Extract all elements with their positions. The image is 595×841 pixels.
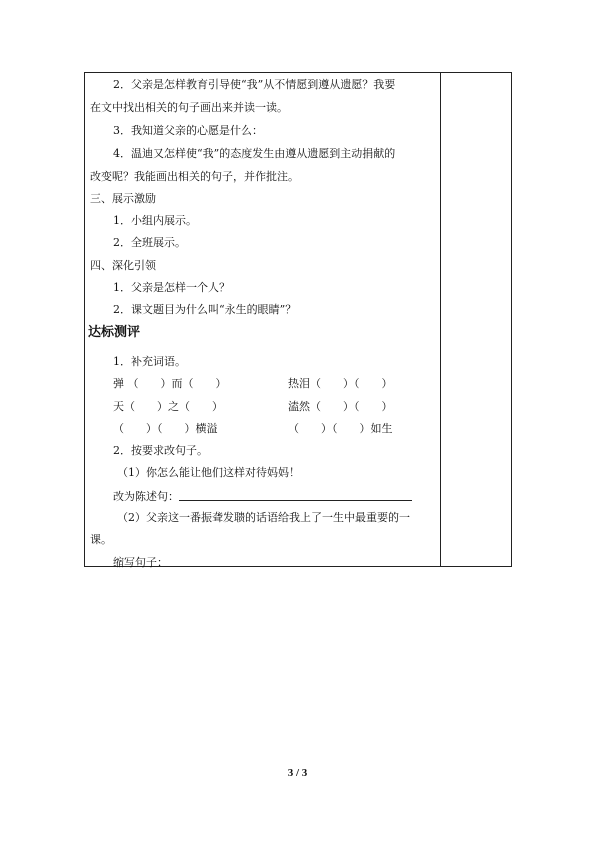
page-number: 3 / 3 (287, 767, 308, 779)
word-blank-1: 弹 （ ）而（ ） (113, 377, 227, 390)
word-blank-6: （ ）（ ）如生 (288, 422, 393, 435)
word-blank-3: 天（ ）之（ ） (113, 400, 223, 413)
word-blank-2: 热泪（ ）（ ） (288, 377, 393, 390)
answer-line-1[interactable] (179, 489, 412, 501)
answer-line-2[interactable] (168, 555, 414, 567)
task-1: 1．补充词语。 (113, 355, 186, 368)
question-2: 2．父亲是怎样教育引导使“我”从不情愿到遵从遗愿？我要 (113, 78, 396, 91)
word-blank-5: （ ）（ ）横溢 (113, 422, 218, 435)
assessment-heading: 达标测评 (88, 325, 141, 340)
sub-question-2-answer (113, 555, 414, 570)
sub-question-2-continued: 课。 (90, 533, 112, 546)
section-4-item-2: 2．课文题目为什么叫“永生的眼睛”？ (113, 303, 297, 316)
sub-question-1: （1）你怎么能让他们这样对待妈妈！ (117, 466, 300, 479)
section-3-item-1: 1．小组内展示。 (113, 214, 197, 227)
word-blank-4: 溘然（ ）（ ） (288, 400, 393, 413)
declarative-prompt: 改为陈述句： (113, 490, 179, 503)
question-4-continued: 改变呢？我能画出相关的句子，并作批注。 (90, 170, 299, 183)
section-3-title: 三、展示激励 (90, 192, 156, 205)
shorten-prompt: 缩写句子： (113, 556, 168, 569)
section-4-item-1: 1．父亲是怎样一个人？ (113, 281, 230, 294)
question-3: 3．我知道父亲的心愿是什么： (113, 124, 263, 137)
question-4: 4．温迪又怎样使“我”的态度发生由遵从遗愿到主动捐献的 (113, 147, 396, 160)
sub-question-1-answer (113, 489, 412, 504)
task-2: 2．按要求改句子。 (113, 444, 208, 457)
sub-question-2: （2）父亲这一番振聋发聩的话语给我上了一生中最重要的一 (117, 511, 410, 524)
table-column-divider (440, 72, 441, 567)
section-3-item-2: 2．全班展示。 (113, 236, 186, 249)
question-2-continued: 在文中找出相关的句子画出来并读一读。 (90, 101, 288, 114)
section-4-title: 四、深化引领 (90, 259, 156, 272)
